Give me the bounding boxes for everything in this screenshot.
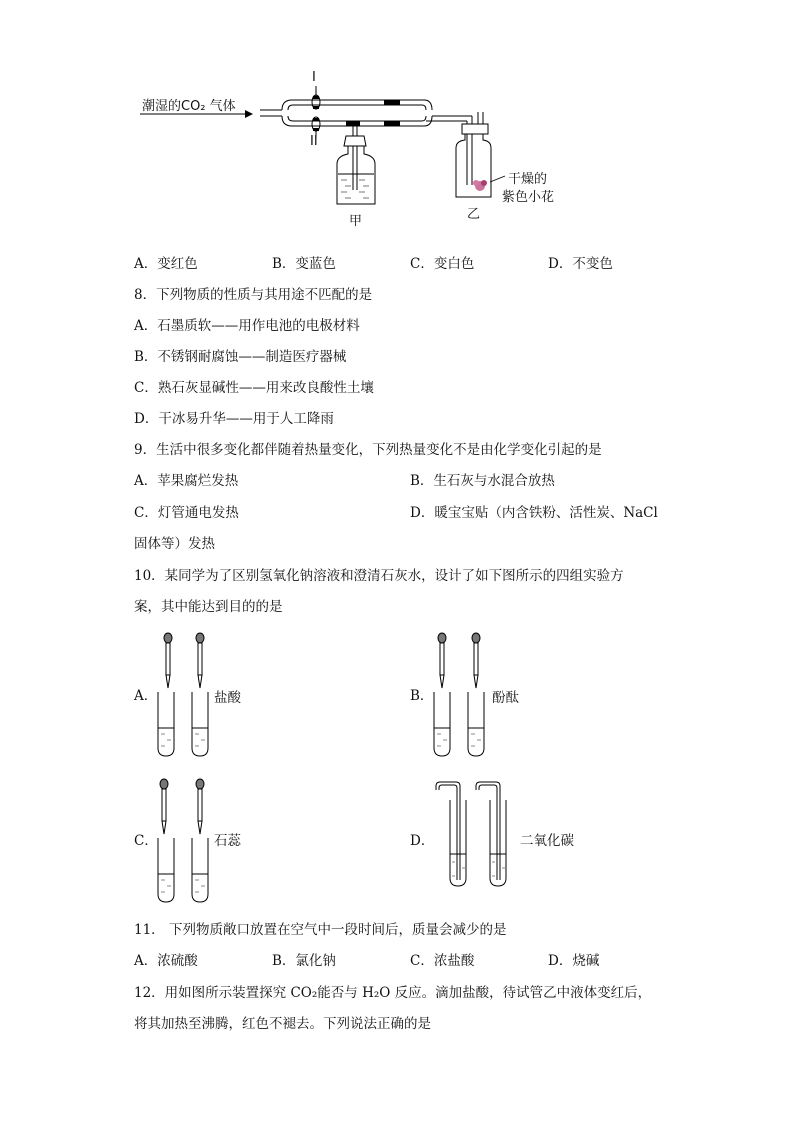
q10-option-a-letter: A．	[134, 688, 158, 704]
q7-option-b: B．变蓝色	[272, 256, 336, 272]
q8-option-c: C．熟石灰显碱性——用来改良酸性土壤	[134, 380, 374, 396]
valve-1-label: I	[312, 70, 316, 85]
dropper-icon	[164, 633, 204, 688]
q8-stem: 8．下列物质的性质与其用途不匹配的是	[134, 287, 373, 303]
q10-option-c-label: 石蕊	[214, 833, 241, 849]
bottle-a-label: 甲	[349, 214, 363, 229]
q8-option-a: A．石墨质软——用作电池的电极材料	[134, 318, 360, 334]
q11-option-b: B．氯化钠	[272, 953, 336, 969]
q11-stem: 11． 下列物质敞口放置在空气中一段时间后，质量会减少的是	[134, 922, 507, 938]
q11-option-d: D．烧碱	[548, 953, 600, 969]
apparatus-drawing	[0, 0, 794, 230]
q8-option-d: D．干冰易升华——用于人工降雨	[134, 411, 334, 427]
bottle-b-label: 乙	[467, 207, 481, 222]
q9-option-b: B．生石灰与水混合放热	[410, 473, 555, 489]
valve-2-label: II	[310, 134, 318, 149]
q10-option-d-label: 二氧化碳	[520, 833, 574, 849]
q7-option-d: D．不变色	[548, 256, 613, 272]
q10-option-c-letter: C．	[134, 833, 158, 849]
test-tube-icon	[158, 692, 208, 756]
test-tube-icon	[158, 838, 208, 902]
test-tube-icon	[434, 692, 484, 756]
q10-stem-1: 10．某同学为了区别氢氧化钠溶液和澄清石灰水，设计了如下图所示的四组实验方	[134, 568, 624, 584]
q9-option-c: C．灯管通电发热	[134, 505, 239, 521]
q11-option-a: A．浓硫酸	[134, 953, 198, 969]
flower-label-2: 紫色小花	[502, 190, 555, 205]
q7-option-c: C．变白色	[410, 256, 475, 272]
q9-option-d-continued: 固体等）发热	[134, 536, 215, 552]
q10-option-b-letter: B．	[410, 688, 434, 704]
test-tube-icon	[450, 800, 506, 886]
q9-stem: 9．生活中很多变化都伴随着热量变化，下列热量变化不是由化学变化引起的是	[134, 442, 602, 458]
q10-option-b-label: 酚酞	[492, 690, 519, 706]
q10-option-d-letter: D．	[410, 833, 435, 849]
dropper-icon	[438, 633, 480, 688]
q10-option-a-label: 盐酸	[214, 690, 241, 706]
q12-stem-1: 12．用如图所示装置探究 CO₂能否与 H₂O 反应。滴加盐酸，待试管乙中液体变红后，	[134, 985, 652, 1001]
q7-option-a: A．变红色	[134, 256, 198, 272]
q9-option-d: D．暖宝宝贴（内含铁粉、活性炭、NaCl	[410, 505, 658, 521]
dropper-icon	[160, 779, 204, 834]
q10-stem-2: 案，其中能达到目的的是	[134, 599, 283, 615]
q11-option-c: C．浓盐酸	[410, 953, 475, 969]
q9-option-a: A．苹果腐烂发热	[134, 473, 239, 489]
gas-label: 潮湿的CO₂ 气体	[142, 99, 236, 114]
q8-option-b: B．不锈钢耐腐蚀——制造医疗器械	[134, 349, 347, 365]
flower-label-1: 干燥的	[508, 172, 548, 187]
q12-stem-2: 将其加热至沸腾，红色不褪去。下列说法正确的是	[134, 1016, 431, 1032]
